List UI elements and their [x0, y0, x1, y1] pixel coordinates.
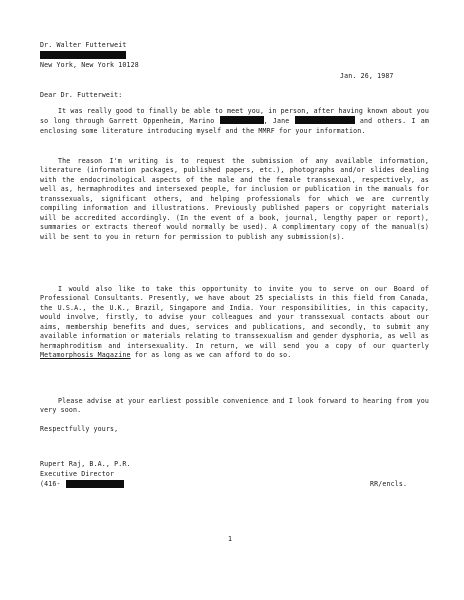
enclosure-note: RR/encls.: [370, 480, 408, 488]
recipient-name: Dr. Walter Futterweit: [40, 41, 127, 49]
signer-phone-prefix: (416-: [40, 480, 61, 488]
page-number: 1: [228, 535, 233, 543]
recipient-city: New York, New York 10128: [40, 61, 139, 69]
magazine-title: Metamorphosis Magazine: [40, 351, 131, 360]
redacted-address: [40, 51, 126, 59]
salutation: Dear Dr. Futterweit:: [40, 91, 123, 99]
closing: Respectfully yours,: [40, 425, 119, 433]
signer-title: Executive Director: [40, 470, 115, 478]
redacted-phone: [66, 480, 124, 488]
paragraph-4: Please advise at your earliest possible convenience and I look forward to hearing from you very soon.: [40, 397, 429, 415]
paragraph-2: The reason I'm writing is to request the submission of any available information, literature (information packages, published papers, etc.), photographs and/or slides dealing with the endocrinological aspects of the male and the female transsexual, respectively, as well as, hermaphrodites and intersexed people, for inclusion or publication in the manuals for transsexuals, significant others, and helping professionals for which we are currently compiling information and illustrations. Previously published papers or copyright materials will be accredited accordingly. (In the event of a book, journal, lengthy paper or report), summaries or extracts thereof would normally be used). A complimentary copy of the manual(s) will be sent to you in return for permission to publish any submission(s).: [40, 157, 429, 241]
paragraph-3-text: I would also like to take this opportunity to invite you to serve on our Board of Professional Consultants. Presently, we have about 25 specialists in this field from Canada, the U.S.A., the U.K., Brazil, Singapore and India. Your responsibilities, in this capacity, would involve, firstly, to advise your colleagues and your transsexual contacts about our aims, membership benefits and dues, services and publications, and secondly, to submit any available information or materials relating to transsexualism and gender dysphoria, as well as hermaphroditism and intersexuality. In return, we will send you a copy of our quarterly: [40, 285, 429, 350]
paragraph-1-text-b: , Jane: [263, 117, 290, 126]
paragraph-3: [40, 285, 429, 361]
paragraph-1-text-a: It was really good to finally be able to meet you, in person, after having known about you so long through Garrett Oppenheim, Marino: [40, 107, 429, 126]
paragraph-3-end: for as long as we can afford to do so.: [134, 351, 292, 360]
paragraph-1-text-c: and others. I am enclosing some literature introducing myself and the MMRF for your information.: [40, 117, 430, 135]
letter-date: Jan. 26, 1987: [340, 72, 394, 80]
redacted-name-2: [295, 116, 355, 124]
signer-name: Rupert Raj, B.A., P.R.: [40, 460, 131, 468]
paragraph-1: [40, 107, 429, 136]
redacted-name-1: [220, 116, 264, 124]
